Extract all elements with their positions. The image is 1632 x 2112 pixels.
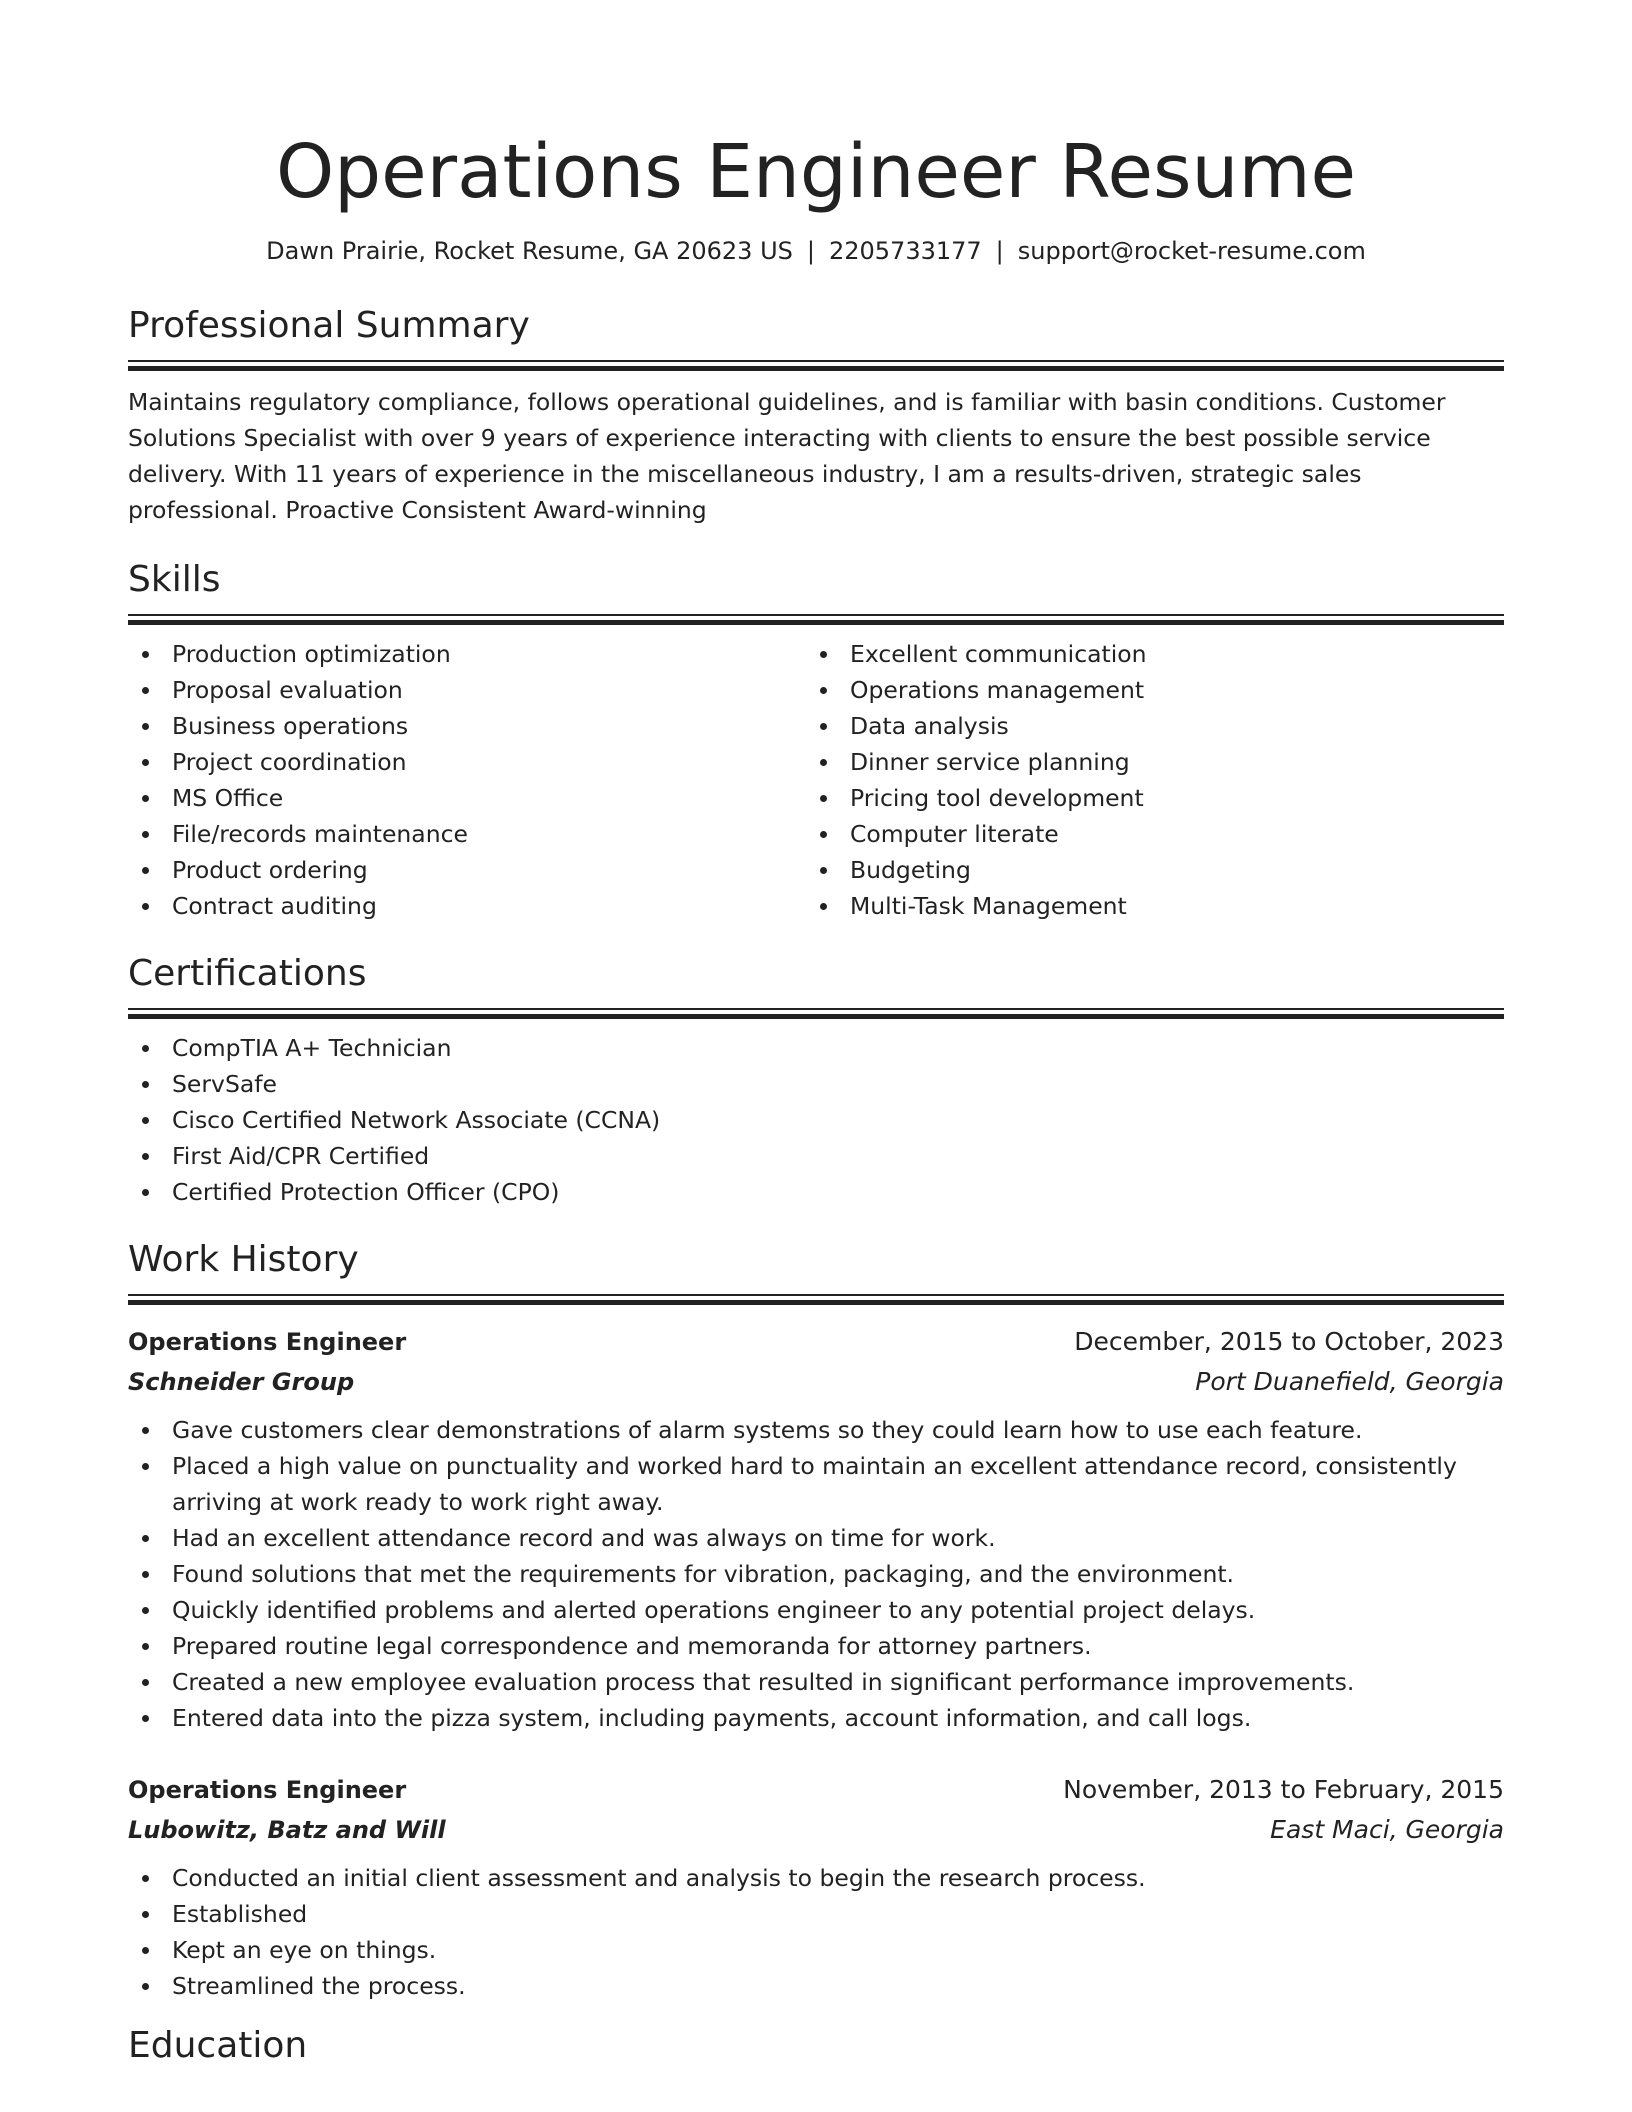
- skill-item: [806, 888, 1484, 924]
- skill-item-text: Pricing tool development: [850, 784, 1144, 812]
- job-title-row: [128, 1770, 1504, 1810]
- job-bullet-text: Placed a high value on punctuality and worked hard to maintain an excellent attendance record, consistently arriving at work ready to work right away.: [172, 1452, 1457, 1516]
- bullet-icon: [820, 651, 827, 658]
- skill-item: [128, 672, 806, 708]
- contact-separator: |: [995, 237, 1004, 265]
- certification-item-text: Certified Protection Officer (CPO): [172, 1178, 560, 1206]
- skill-item: [128, 852, 806, 888]
- job-bullet: [128, 1628, 1504, 1664]
- skill-item: [128, 636, 806, 672]
- skill-item: [806, 780, 1484, 816]
- job-bullet: [128, 1412, 1504, 1448]
- job-company-row: [128, 1362, 1504, 1402]
- job-entry: [128, 1770, 1504, 2004]
- job-bullet: [128, 1664, 1504, 1700]
- bullet-icon: [142, 1427, 149, 1434]
- job-bullet: [128, 1968, 1504, 2004]
- contact-email[interactable]: support@rocket-resume.com: [1017, 237, 1366, 265]
- job-bullet-text: Streamlined the process.: [172, 1972, 466, 2000]
- certification-item-text: First Aid/CPR Certified: [172, 1142, 430, 1170]
- skill-item: [128, 744, 806, 780]
- job-bullets: [128, 1860, 1504, 2004]
- bullet-icon: [142, 723, 149, 730]
- bullet-icon: [142, 1045, 149, 1052]
- bullet-icon: [142, 1911, 149, 1918]
- summary-text: Maintains regulatory compliance, follows operational guidelines, and is familiar with basin conditions. Customer Solutions Specialist with over 9 years of experience interacting with clients to ensure the best possible service delivery. With 11 years of experience in the miscellaneous industry, I am a results-driven, strategic sales professional. Proactive Consistent Award-winning: [128, 388, 1446, 524]
- job-bullet-text: Gave customers clear demonstrations of alarm systems so they could learn how to use each feature.: [172, 1416, 1363, 1444]
- skill-item: [128, 708, 806, 744]
- bullet-icon: [820, 903, 827, 910]
- skill-item-text: MS Office: [172, 784, 284, 812]
- bullet-icon: [820, 759, 827, 766]
- job-location: Port Duanefield, Georgia: [1195, 1367, 1504, 1396]
- skill-item-text: Business operations: [172, 712, 409, 740]
- section-divider: [128, 360, 1504, 370]
- job-title: Operations Engineer: [128, 1776, 407, 1804]
- job-title-row: [128, 1322, 1504, 1362]
- certification-item: [128, 1174, 1504, 1210]
- job-dates: November, 2013 to February, 2015: [1063, 1775, 1504, 1804]
- contact-line: [128, 234, 1504, 268]
- skill-item-text: Excellent communication: [850, 640, 1147, 668]
- section-heading-education: Education: [128, 2025, 308, 2066]
- bullet-icon: [142, 1153, 149, 1160]
- bullet-icon: [142, 1983, 149, 1990]
- bullet-icon: [142, 1947, 149, 1954]
- skill-item-text: Operations management: [850, 676, 1145, 704]
- job-title: Operations Engineer: [128, 1328, 407, 1356]
- job-dates: December, 2015 to October, 2023: [1074, 1327, 1504, 1356]
- skill-item: [806, 672, 1484, 708]
- bullet-icon: [142, 651, 149, 658]
- job-location: East Maci, Georgia: [1270, 1815, 1504, 1844]
- certification-item: [128, 1066, 1504, 1102]
- contact-address: Dawn Prairie, Rocket Resume, GA 20623 US: [266, 237, 793, 265]
- bullet-icon: [142, 1679, 149, 1686]
- skill-item: [806, 816, 1484, 852]
- bullet-icon: [142, 831, 149, 838]
- section-heading-skills: Skills: [128, 559, 221, 600]
- job-bullet: [128, 1592, 1504, 1628]
- certification-item-text: Cisco Certified Network Associate (CCNA): [172, 1106, 661, 1134]
- job-bullets: [128, 1412, 1504, 1736]
- certification-item: [128, 1102, 1504, 1138]
- job-bullet-text: Prepared routine legal correspondence and memoranda for attorney partners.: [172, 1632, 1092, 1660]
- contact-phone: 2205733177: [828, 237, 982, 265]
- skill-item-text: Product ordering: [172, 856, 368, 884]
- job-bullet: [128, 1932, 1504, 1968]
- job-bullet: [128, 1896, 1504, 1932]
- skill-item-text: Data analysis: [850, 712, 1009, 740]
- job-entry: [128, 1322, 1504, 1736]
- skill-item: [128, 780, 806, 816]
- job-bullet: [128, 1520, 1504, 1556]
- skill-item-text: Contract auditing: [172, 892, 377, 920]
- section-divider: [128, 614, 1504, 624]
- bullet-icon: [820, 687, 827, 694]
- skill-item-text: File/records maintenance: [172, 820, 468, 848]
- section-heading-work-history: Work History: [128, 1239, 359, 1280]
- skill-item: [128, 816, 806, 852]
- bullet-icon: [142, 759, 149, 766]
- job-bullet-text: Quickly identified problems and alerted operations engineer to any potential project delays.: [172, 1596, 1256, 1624]
- job-bullet-text: Established: [172, 1900, 308, 1928]
- skill-item: [806, 708, 1484, 744]
- job-bullet-text: Found solutions that met the requirements for vibration, packaging, and the environment.: [172, 1560, 1235, 1588]
- job-company-row: [128, 1810, 1504, 1850]
- bullet-icon: [142, 1571, 149, 1578]
- bullet-icon: [820, 867, 827, 874]
- job-bullet: [128, 1556, 1504, 1592]
- bullet-icon: [142, 1607, 149, 1614]
- certification-item-text: ServSafe: [172, 1070, 277, 1098]
- job-company: Lubowitz, Batz and Will: [128, 1816, 446, 1844]
- work-history-list: [128, 1322, 1504, 2004]
- certification-item: [128, 1138, 1504, 1174]
- section-divider: [128, 1008, 1504, 1018]
- bullet-icon: [142, 1463, 149, 1470]
- bullet-icon: [820, 723, 827, 730]
- section-heading-certifications: Certifications: [128, 953, 367, 994]
- bullet-icon: [142, 795, 149, 802]
- job-bullet-text: Conducted an initial client assessment and analysis to begin the research process.: [172, 1864, 1146, 1892]
- contact-separator: |: [806, 237, 815, 265]
- section-divider: [128, 1294, 1504, 1304]
- skill-item-text: Dinner service planning: [850, 748, 1130, 776]
- job-bullet-text: Entered data into the pizza system, including payments, account information, and call logs.: [172, 1704, 1252, 1732]
- certifications-list: [128, 1030, 1504, 1210]
- bullet-icon: [142, 1081, 149, 1088]
- skill-item: [806, 852, 1484, 888]
- skill-item: [806, 636, 1484, 672]
- skill-item-text: Production optimization: [172, 640, 451, 668]
- bullet-icon: [142, 687, 149, 694]
- skill-item-text: Computer literate: [850, 820, 1059, 848]
- skills-columns: [128, 624, 1504, 924]
- bullet-icon: [142, 1117, 149, 1124]
- job-company: Schneider Group: [128, 1368, 355, 1396]
- resume-page: [128, 0, 1504, 2066]
- job-bullet-text: Had an excellent attendance record and was always on time for work.: [172, 1524, 996, 1552]
- bullet-icon: [142, 1715, 149, 1722]
- skill-item-text: Proposal evaluation: [172, 676, 403, 704]
- bullet-icon: [820, 795, 827, 802]
- certification-item-text: CompTIA A+ Technician: [172, 1034, 452, 1062]
- bullet-icon: [142, 1189, 149, 1196]
- bullet-icon: [142, 1535, 149, 1542]
- skill-item: [806, 744, 1484, 780]
- skill-item-text: Budgeting: [850, 856, 971, 884]
- page-title: Operations Engineer Resume: [275, 129, 1357, 215]
- job-bullet: [128, 1860, 1504, 1896]
- bullet-icon: [142, 1875, 149, 1882]
- job-bullet-text: Kept an eye on things.: [172, 1936, 437, 1964]
- bullet-icon: [142, 867, 149, 874]
- job-bullet: [128, 1448, 1504, 1520]
- skill-item-text: Multi-Task Management: [850, 892, 1127, 920]
- section-heading-summary: Professional Summary: [128, 305, 530, 346]
- job-bullet: [128, 1700, 1504, 1736]
- skills-list-right: [806, 636, 1484, 924]
- skill-item-text: Project coordination: [172, 748, 407, 776]
- bullet-icon: [142, 1643, 149, 1650]
- bullet-icon: [142, 903, 149, 910]
- skills-list-left: [128, 636, 806, 924]
- certification-item: [128, 1030, 1504, 1066]
- bullet-icon: [820, 831, 827, 838]
- job-bullet-text: Created a new employee evaluation process that resulted in significant performance improvements.: [172, 1668, 1355, 1696]
- skill-item: [128, 888, 806, 924]
